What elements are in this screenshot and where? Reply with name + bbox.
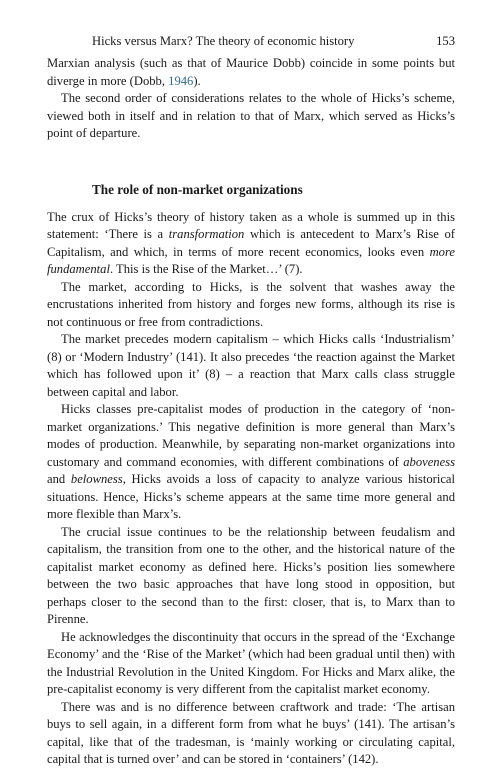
- section-p1-emphasis-more-fundamental: more fundamental: [47, 244, 455, 276]
- section-paragraph-4: [47, 401, 455, 524]
- section-p4-emphasis-belowness: belowness: [70, 472, 123, 486]
- section-paragraph-3: The market precedes modern capitalism – which Hicks calls ‘Industrialism’ (8) or ‘Modern Industry’ (141). It also precedes ‘the reaction against the Market which has followed upon it’ (8) – a reaction that Marx calls class struggle between capital and labor.: [47, 332, 455, 399]
- section-p1-text-a: The crux of Hicks’s theory of history taken as a whole is summed up in this statement: ‘There is a: [47, 209, 455, 241]
- section-heading: The role of non-market organizations: [92, 181, 303, 197]
- section-p4-text-b: and: [47, 472, 71, 486]
- section-p4-text-a: Hicks classes pre-capitalist modes of production in the category of ‘non-market organizations.’ This negative definition is more general than Marx’s modes of production. Meanwhile, by separating non-market organizations into customary and command economies, with different combinations of: [47, 402, 455, 469]
- section-paragraph-2: The market, according to Hicks, is the solvent that washes away the encrustations inherited from history and forges new forms, although its rise is not continuous or free from contradictions.: [47, 279, 455, 329]
- book-page: [47, 30, 455, 769]
- section-paragraph-1: [47, 209, 455, 279]
- intro-paragraph-2: The second order of considerations relates to the whole of Hicks’s scheme, viewed both in itself and in relation to that of Marx, which served as Hicks’s point of departure.: [47, 91, 455, 140]
- running-title: Hicks versus Marx? The theory of economic history: [92, 34, 355, 48]
- section-p4-text-c: , Hicks avoids a loss of capacity to analyze various historical situations. Hence, Hicks’s scheme appears at the same time more general and more flexible than Marx’s.: [47, 472, 455, 521]
- section-p1-text-b: which is antecedent to Marx’s Rise of Capitalism, and which, in terms of more recent economics, looks even: [47, 227, 455, 259]
- section-p1-text-c: . This is the Rise of the Market…’ (7).: [109, 262, 303, 276]
- section-p4-emphasis-aboveness: aboveness: [403, 454, 455, 469]
- intro-text-a: Marxian analysis (such as that of Maurice Dobb) coincide in some points but diverge in more (Dobb,: [47, 56, 455, 88]
- section-paragraph-7: There was and is no difference between craftwork and trade: ‘The artisan buys to sell again, in a different form from what he buys’ (141). The artisan’s capital, like that of the tradesman, is ‘mainly working or circulating capital, capital that is turned over’ and can be stored in ‘containers’ (142).: [47, 699, 455, 766]
- section-paragraph-5: The crucial issue continues to be the relationship between feudalism and capitalism, the transition from one to the other, and the historical nature of the capitalist market economy as defined here. Hicks’s position lies somewhere between the two basic approaches that have long stood in opposition, but perhaps closer to the second than to the first: closer, that is, to Marx than to Pirenne.: [47, 524, 455, 626]
- citation-link-dobb-1946[interactable]: 1946: [168, 73, 194, 88]
- intro-paragraph-1: [47, 55, 455, 90]
- running-head: [47, 30, 455, 52]
- page-number: 153: [436, 34, 455, 48]
- section-p1-emphasis-transformation: transformation: [168, 227, 245, 241]
- section-paragraph-6: He acknowledges the discontinuity that occurs in the spread of the ‘Exchange Economy’ and the ‘Rise of the Market’ (which had been gradual until then) with the Industrial Revolution in the United Kingdom. For Hicks and Marx alike, the pre-capitalist economy is very different from the capitalist market economy.: [47, 629, 455, 696]
- intro-text-b: ).: [193, 73, 201, 88]
